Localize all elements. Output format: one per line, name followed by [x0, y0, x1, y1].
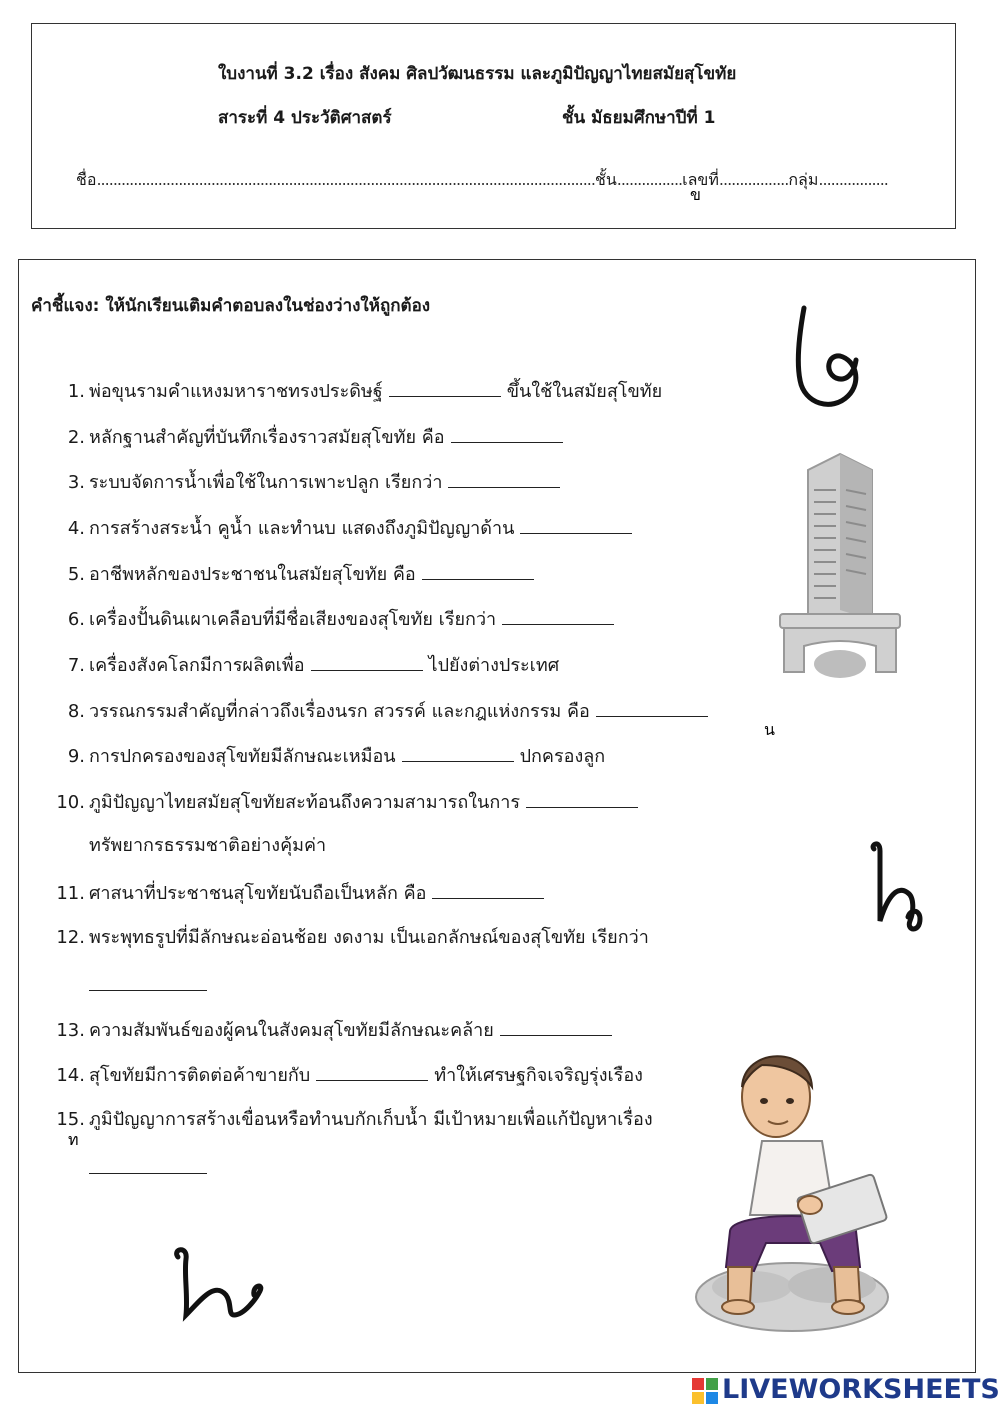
question-text: การปกครองของสุโขทัยมีลักษณะเหมือน	[89, 746, 396, 767]
question-number: 6.	[67, 609, 85, 630]
group-label: กลุ่ม	[788, 170, 819, 189]
question-3	[37, 469, 777, 495]
question-15-blank-row	[89, 1155, 207, 1181]
question-12-blank-row	[89, 972, 207, 998]
question-number: 10.	[56, 792, 85, 813]
question-text: ศาสนาที่ประชาชนสุโขทัยนับถือเป็นหลัก คือ	[89, 883, 427, 904]
student-info-row	[76, 168, 888, 193]
number-field[interactable]: .................	[718, 170, 789, 189]
question-text: ระบบจัดการน้ำเพื่อใช้ในการเพาะปลูก เรียกว่า	[89, 472, 443, 493]
question-number: 12.	[56, 927, 85, 948]
question-text: เครื่องสังคโลกมีการผลิตเพื่อ	[89, 655, 305, 676]
question-number: 9.	[67, 746, 85, 767]
answer-blank[interactable]	[422, 561, 534, 580]
question-12	[37, 926, 777, 950]
question-number: 3.	[67, 472, 85, 493]
name-field[interactable]: ..........................................................................................................................	[96, 170, 595, 189]
question-text: ภูมิปัญญาไทยสมัยสุโขทัยสะท้อนถึงความสามารถในการ	[89, 792, 521, 813]
answer-blank[interactable]	[316, 1062, 428, 1081]
question-5	[37, 561, 777, 587]
question-number: 14.	[56, 1065, 85, 1086]
logo-text: LIVEWORKSHEETS	[722, 1374, 1000, 1405]
question-10-continuation: ทรัพยากรธรรมชาติอย่างคุ้มค่า	[89, 835, 327, 856]
answer-blank[interactable]	[596, 698, 708, 717]
answer-blank[interactable]	[502, 606, 614, 625]
answer-blank[interactable]	[89, 1155, 207, 1174]
answer-blank[interactable]	[389, 378, 501, 397]
question-text: เครื่องปั้นดินเผาเคลือบที่มีชื่อเสียงของสุโขทัย เรียกว่า	[89, 609, 497, 630]
class-label: ชั้น	[594, 170, 617, 189]
question-text: สุโขทัยมีการติดต่อค้าขายกับ	[89, 1065, 311, 1086]
group-field[interactable]: .................	[818, 170, 888, 189]
question-6	[37, 606, 777, 632]
name-label: ชื่อ	[76, 170, 97, 189]
answer-blank[interactable]	[500, 1017, 612, 1036]
answer-blank[interactable]	[432, 880, 544, 899]
question-text: หลักฐานสำคัญที่บันทึกเรื่องราวสมัยสุโขทัย คือ	[89, 427, 445, 448]
question-text-after: ทำให้เศรษฐกิจเจริญรุ่งเรือง	[434, 1065, 643, 1086]
letter-bottom: ท	[68, 1130, 79, 1149]
question-15	[37, 1108, 777, 1132]
answer-blank[interactable]	[526, 789, 638, 808]
question-8	[37, 698, 777, 724]
question-text: พระพุทธรูปที่มีลักษณะอ่อนช้อย งดงาม เป็นเอกลักษณ์ของสุโขทัย เรียกว่า	[89, 927, 649, 948]
question-9	[37, 743, 777, 769]
question-text: วรรณกรรมสำคัญที่กล่าวถึงเรื่องนรก สวรรค์ และกฎแห่งกรรม คือ	[89, 701, 590, 722]
question-13	[37, 1017, 777, 1043]
number-label: เลขที่	[682, 170, 719, 189]
question-1	[37, 378, 777, 404]
question-text-after: ไปยังต่างประเทศ	[428, 655, 560, 676]
question-7	[37, 652, 777, 678]
thai-letter-kho-illustration	[690, 185, 870, 415]
stone-inscription-illustration	[770, 450, 910, 685]
class-field[interactable]: ................	[616, 170, 683, 189]
question-number: 13.	[56, 1020, 85, 1041]
question-number: 5.	[67, 564, 85, 585]
question-text: ภูมิปัญญาการสร้างเขื่อนหรือทำนบกักเก็บน้ำ มีเป้าหมายเพื่อแก้ปัญหาเรื่อง	[89, 1109, 653, 1130]
question-2	[37, 424, 777, 450]
question-number: 7.	[67, 655, 85, 676]
question-number: 8.	[67, 701, 85, 722]
question-text: อาชีพหลักของประชาชนในสมัยสุโขทัย คือ	[89, 564, 416, 585]
question-number: 11.	[56, 883, 85, 904]
question-number: 15.	[56, 1109, 85, 1130]
question-text: การสร้างสระน้ำ คูน้ำ และทำนบ แสดงถึงภูมิปัญญาด้าน	[89, 518, 515, 539]
question-number: 4.	[67, 518, 85, 539]
liveworksheets-logo	[692, 1374, 1000, 1405]
thai-letter-tho-illustration	[68, 1130, 268, 1323]
question-4	[37, 515, 777, 541]
answer-blank[interactable]	[89, 972, 207, 991]
answer-blank[interactable]	[448, 469, 560, 488]
question-text: พ่อขุนรามคำแหงมหาราชทรงประดิษฐ์	[89, 381, 383, 402]
header-box	[31, 23, 956, 229]
question-number: 1.	[67, 381, 85, 402]
answer-blank[interactable]	[451, 424, 563, 443]
letter-middle: น	[764, 720, 775, 739]
question-text: ความสัมพันธ์ของผู้คนในสังคมสุโขทัยมีลักษณะคล้าย	[89, 1020, 494, 1041]
thai-letter-no-illustration	[764, 720, 926, 935]
king-ramkhamhaeng-illustration	[692, 1035, 892, 1335]
grade-label: ชั้น มัธยมศึกษาปีที่ 1	[562, 108, 716, 128]
question-text-after: ปกครองลูก	[519, 746, 606, 767]
question-text-after: ขึ้นใช้ในสมัยสุโขทัย	[506, 381, 663, 402]
letter-top: ข	[690, 185, 701, 204]
worksheet-title: ใบงานที่ 3.2 เรื่อง สังคม ศิลปวัฒนธรรม และภูมิปัญญาไทยสมัยสุโขทัย	[218, 64, 737, 84]
answer-blank[interactable]	[520, 515, 632, 534]
question-14	[37, 1062, 777, 1088]
answer-blank[interactable]	[311, 652, 423, 671]
question-number: 2.	[67, 427, 85, 448]
instruction: คำชี้แจง: ให้นักเรียนเติมคำตอบลงในช่องว่างให้ถูกต้อง	[31, 296, 431, 316]
answer-blank[interactable]	[402, 743, 514, 762]
subject-label: สาระที่ 4 ประวัติศาสตร์	[218, 108, 392, 128]
liveworksheets-badge-icon	[692, 1378, 718, 1404]
question-11	[37, 880, 777, 906]
question-10	[37, 789, 777, 815]
